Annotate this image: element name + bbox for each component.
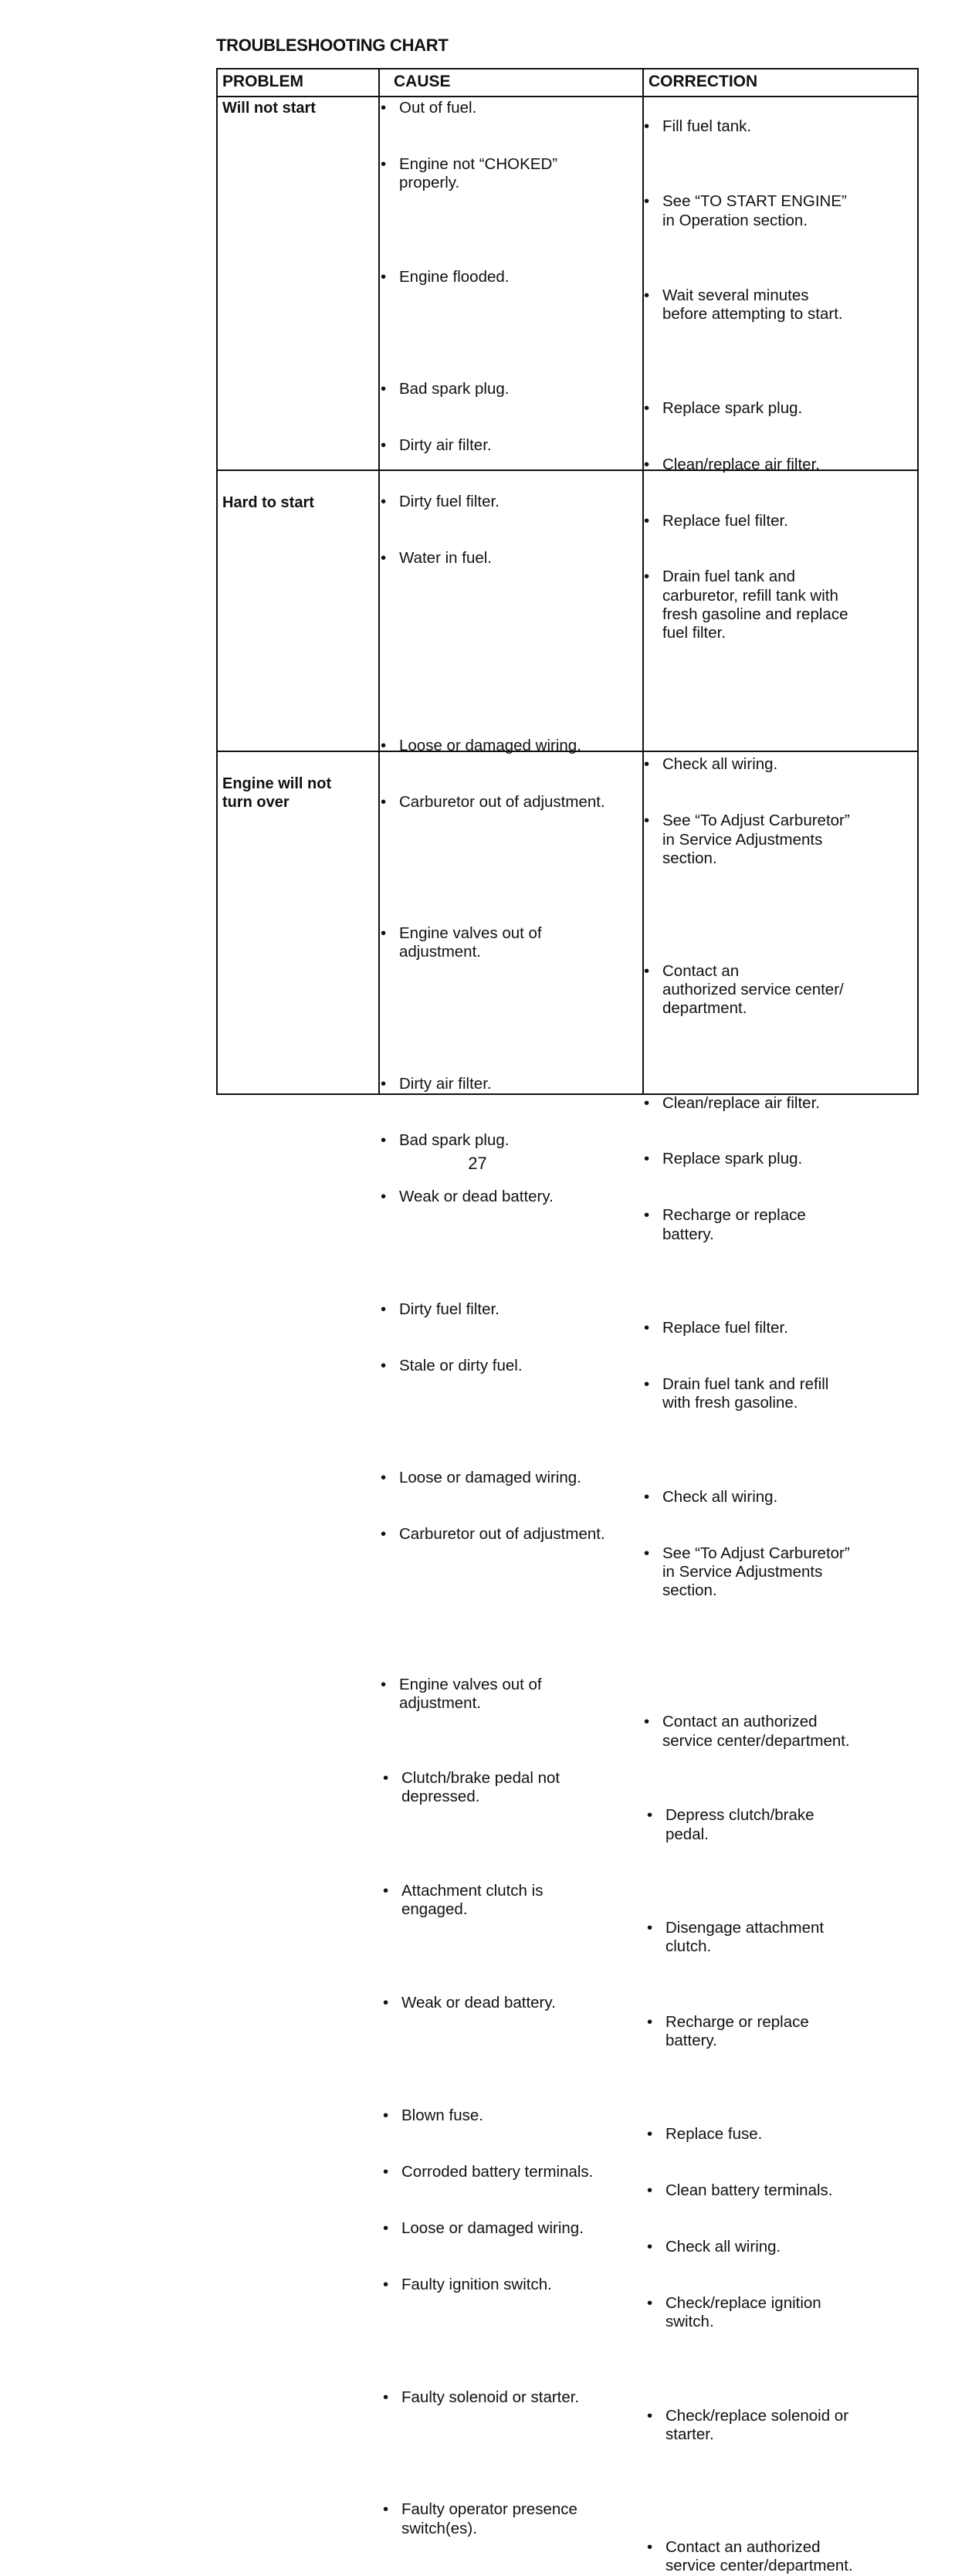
item-text-line: Drain fuel tank and refill	[662, 1374, 829, 1393]
item-text-line: Bad spark plug.	[399, 380, 510, 398]
correction-item	[644, 1919, 928, 1957]
bullet-icon: •	[381, 267, 387, 286]
cause-item	[378, 1676, 654, 1713]
item-text-line: pedal.	[665, 1825, 709, 1843]
bullet-icon: •	[383, 2218, 389, 2237]
item-text-line: Clean/replace air filter.	[662, 455, 820, 473]
bullet-icon: •	[644, 398, 650, 417]
bullet-icon: •	[381, 99, 387, 117]
item-text-line: switch.	[665, 2313, 714, 2331]
header-cause: CAUSE	[394, 73, 451, 90]
bullet-icon: •	[381, 1300, 387, 1318]
item-text-line: Clean/replace air filter.	[662, 1093, 820, 1112]
correction-item	[644, 2294, 928, 2332]
bullet-icon: •	[644, 1093, 650, 1112]
bullet-icon: •	[381, 1131, 387, 1150]
bullet-icon: •	[647, 2537, 653, 2556]
correction-item	[644, 2125, 928, 2144]
bullet-icon: •	[383, 2162, 389, 2181]
bullet-icon: •	[383, 2107, 389, 2125]
correction-item	[641, 1713, 925, 1751]
bullet-icon: •	[381, 1356, 387, 1374]
item-text-line: Loose or damaged wiring.	[399, 1469, 581, 1487]
cause-item	[380, 1769, 656, 1807]
item-text-line: Bad spark plug.	[399, 1131, 510, 1150]
cause-item	[378, 380, 654, 398]
item-text-line: Out of fuel.	[399, 99, 477, 117]
item-text-line: in Service Adjustments	[662, 1562, 823, 1581]
bullet-icon: •	[644, 1487, 650, 1506]
bullet-icon: •	[644, 117, 650, 136]
cause-item	[378, 493, 654, 511]
cause-item	[378, 1357, 654, 1375]
bullet-icon: •	[647, 1919, 653, 1937]
item-text-line: Weak or dead battery.	[399, 1187, 554, 1205]
cause-item	[378, 793, 654, 812]
item-text-line: fresh gasoline and replace	[662, 605, 848, 624]
cause-item	[378, 737, 654, 755]
item-text-line: adjustment.	[399, 943, 481, 961]
table-body	[218, 69, 917, 2575]
correction-item	[644, 1806, 928, 1844]
item-text-line: in Service Adjustments	[662, 830, 823, 849]
item-text-line: properly.	[399, 174, 460, 192]
item-text-line: Engine valves out of	[399, 924, 542, 943]
cause-item	[378, 1075, 654, 1093]
item-text-line: Check all wiring.	[662, 755, 778, 774]
item-text-line: starter.	[665, 2425, 714, 2444]
item-text-line: See “To Adjust Carburetor”	[662, 1544, 850, 1562]
cause-item	[378, 436, 654, 455]
item-text-line: Clean battery terminals.	[665, 2181, 833, 2200]
cause-item	[378, 155, 654, 193]
item-text-line: Recharge or replace	[665, 2012, 809, 2031]
item-text-line: battery.	[665, 2031, 717, 2049]
correction-item	[641, 962, 925, 1019]
correction-item	[641, 812, 925, 868]
item-text-line: engaged.	[401, 1900, 468, 1918]
bullet-icon: •	[647, 2125, 653, 2144]
item-text-line: with fresh gasoline.	[662, 1394, 798, 1412]
bullet-icon: •	[644, 286, 650, 304]
bullet-icon: •	[644, 1150, 650, 1168]
bullet-icon: •	[383, 1994, 389, 2012]
cause-item	[378, 1469, 654, 1487]
item-text-line: Water in fuel.	[399, 549, 493, 568]
bullet-icon: •	[381, 493, 387, 511]
item-text-line: section.	[662, 849, 717, 867]
bullet-icon: •	[381, 1187, 387, 1205]
item-text-line: Check all wiring.	[662, 1487, 778, 1506]
item-text-line: Replace fuse.	[665, 2125, 763, 2144]
bullet-icon: •	[381, 380, 387, 398]
correction-item	[641, 512, 925, 530]
correction-item	[644, 2238, 928, 2256]
item-text-line: depressed.	[401, 1788, 480, 1806]
item-text-line: Contact an	[662, 961, 740, 980]
bullet-icon: •	[644, 755, 650, 774]
item-text-line: Drain fuel tank and	[662, 568, 796, 586]
correction-item	[641, 1544, 925, 1601]
cause-item	[380, 1882, 656, 1920]
item-text-line: in Operation section.	[662, 211, 808, 229]
correction-item	[641, 1319, 925, 1337]
correction-item	[644, 2013, 928, 2051]
item-text-line: See “To Adjust Carburetor”	[662, 812, 850, 830]
correction-item	[641, 1094, 925, 1113]
bullet-icon: •	[647, 2181, 653, 2200]
bullet-icon: •	[381, 793, 387, 812]
correction-item	[641, 755, 925, 774]
item-text-line: Faulty solenoid or starter.	[401, 2388, 580, 2406]
correction-item	[641, 117, 925, 136]
problem-label: Will not start	[222, 100, 316, 117]
item-text-line: Dirty air filter.	[399, 1075, 492, 1093]
problem-label: Hard to start	[222, 494, 314, 511]
bullet-icon: •	[381, 549, 387, 568]
page-title: TROUBLESHOOTING CHART	[216, 36, 449, 55]
item-text-line: Engine valves out of	[399, 1675, 542, 1693]
item-text-line: Check all wiring.	[665, 2238, 781, 2256]
item-text-line: service center/department.	[662, 1731, 850, 1750]
item-text-line: section.	[662, 1581, 717, 1600]
item-text-line: Weak or dead battery.	[401, 1994, 556, 2012]
cause-item	[378, 99, 654, 117]
item-text-line: Replace spark plug.	[662, 1150, 803, 1168]
item-text-line: Recharge or replace	[662, 1206, 806, 1225]
bullet-icon: •	[381, 1469, 387, 1487]
correction-item	[641, 192, 925, 230]
item-text-line: Loose or damaged wiring.	[399, 737, 581, 755]
item-text-line: authorized service center/	[662, 981, 844, 998]
item-text-line: before attempting to start.	[662, 305, 843, 324]
cause-item	[380, 2219, 656, 2238]
bullet-icon: •	[383, 2275, 389, 2293]
bullet-icon: •	[647, 1806, 653, 1825]
item-text-line: Dirty fuel filter.	[399, 493, 500, 511]
bullet-icon: •	[647, 2238, 653, 2256]
item-text-line: department.	[662, 999, 747, 1018]
item-text-line: Engine not “CHOKED”	[399, 154, 558, 173]
item-text-line: Blown fuse.	[401, 2107, 483, 2125]
item-text-line: battery.	[662, 1225, 714, 1243]
item-text-line: Replace spark plug.	[662, 398, 803, 417]
correction-item	[644, 2538, 928, 2576]
item-text-line: Disengage attachment	[665, 1919, 825, 1937]
bullet-icon: •	[644, 1319, 650, 1337]
bullet-icon: •	[644, 455, 650, 473]
item-text-line: Engine flooded.	[399, 267, 510, 286]
item-text-line: Replace fuel filter.	[662, 511, 788, 530]
bullet-icon: •	[383, 2388, 389, 2406]
item-text-line: switch(es).	[401, 2519, 477, 2537]
correction-item	[641, 1206, 925, 1244]
bullet-icon: •	[647, 2406, 653, 2425]
bullet-icon: •	[381, 154, 387, 173]
bullet-icon: •	[381, 924, 387, 943]
problem-label: Engine will not turn over	[222, 775, 332, 811]
bullet-icon: •	[381, 737, 387, 755]
correction-item	[641, 456, 925, 474]
cause-item	[378, 1300, 654, 1319]
item-text-line: Carburetor out of adjustment.	[399, 1525, 605, 1544]
item-text-line: Contact an authorized	[662, 1713, 818, 1731]
item-text-line: Faulty ignition switch.	[401, 2275, 552, 2293]
bullet-icon: •	[647, 2012, 653, 2031]
correction-item	[641, 568, 925, 642]
item-text-line: Dirty air filter.	[399, 436, 492, 455]
header-correction: CORRECTION	[649, 73, 758, 90]
correction-item	[644, 2407, 928, 2445]
cause-item	[380, 2163, 656, 2181]
item-text-line: adjustment.	[399, 1694, 481, 1713]
cause-item	[378, 1525, 654, 1544]
item-text-line: Check/replace solenoid or	[665, 2406, 849, 2425]
item-text-line: Clutch/brake pedal not	[401, 1768, 560, 1787]
cause-item	[378, 268, 654, 286]
header-divider	[218, 96, 917, 97]
bullet-icon: •	[644, 961, 650, 980]
item-text-line: Fill fuel tank.	[662, 117, 752, 136]
cause-item	[378, 924, 654, 962]
cause-item	[378, 1131, 654, 1150]
item-text-line: service center/department.	[665, 2557, 853, 2575]
cause-item	[380, 2388, 656, 2407]
item-text-line: Wait several minutes	[662, 286, 809, 304]
bullet-icon: •	[644, 1374, 650, 1393]
correction-item	[641, 286, 925, 324]
cause-item	[380, 2276, 656, 2294]
bullet-icon: •	[644, 511, 650, 530]
item-text-line: Dirty fuel filter.	[399, 1300, 500, 1318]
item-text-line: Contact an authorized	[665, 2537, 821, 2556]
bullet-icon: •	[381, 1075, 387, 1093]
bullet-icon: •	[381, 1675, 387, 1693]
item-text-line: fuel filter.	[662, 624, 726, 642]
page-number: 27	[468, 1154, 487, 1173]
bullet-icon: •	[644, 192, 650, 211]
bullet-icon: •	[383, 2500, 389, 2519]
correction-item	[641, 399, 925, 418]
bullet-icon: •	[383, 1881, 389, 1900]
item-text-line: clutch.	[665, 1937, 712, 1956]
bullet-icon: •	[383, 1768, 389, 1787]
item-text-line: Loose or damaged wiring.	[401, 2218, 584, 2237]
correction-item	[641, 1488, 925, 1507]
bullet-icon: •	[647, 2294, 653, 2313]
bullet-icon: •	[644, 1713, 650, 1731]
bullet-icon: •	[381, 436, 387, 455]
item-text-line: Attachment clutch is	[401, 1881, 544, 1900]
item-text-line: carburetor, refill tank with	[662, 586, 838, 605]
cause-item	[380, 1994, 656, 2012]
bullet-icon: •	[644, 1544, 650, 1562]
item-text-line: Corroded battery terminals.	[401, 2162, 594, 2181]
item-text-line: Check/replace ignition	[665, 2294, 821, 2313]
header-problem: PROBLEM	[222, 73, 303, 90]
bullet-icon: •	[644, 1206, 650, 1225]
item-text-line: Replace fuel filter.	[662, 1319, 788, 1337]
cause-item	[378, 549, 654, 568]
correction-item	[641, 1375, 925, 1413]
item-text-line: Depress clutch/brake	[665, 1806, 814, 1825]
cause-item	[380, 2107, 656, 2125]
item-text-line: Stale or dirty fuel.	[399, 1356, 523, 1374]
bullet-icon: •	[381, 1525, 387, 1544]
item-text-line: Faulty operator presence	[401, 2500, 577, 2519]
item-text-line: See “TO START ENGINE”	[662, 192, 847, 211]
bullet-icon: •	[644, 812, 650, 830]
item-text-line: Carburetor out of adjustment.	[399, 793, 605, 812]
correction-item	[644, 2181, 928, 2200]
cause-item	[380, 2500, 656, 2538]
cause-item	[378, 1188, 654, 1206]
bullet-icon: •	[644, 568, 650, 586]
